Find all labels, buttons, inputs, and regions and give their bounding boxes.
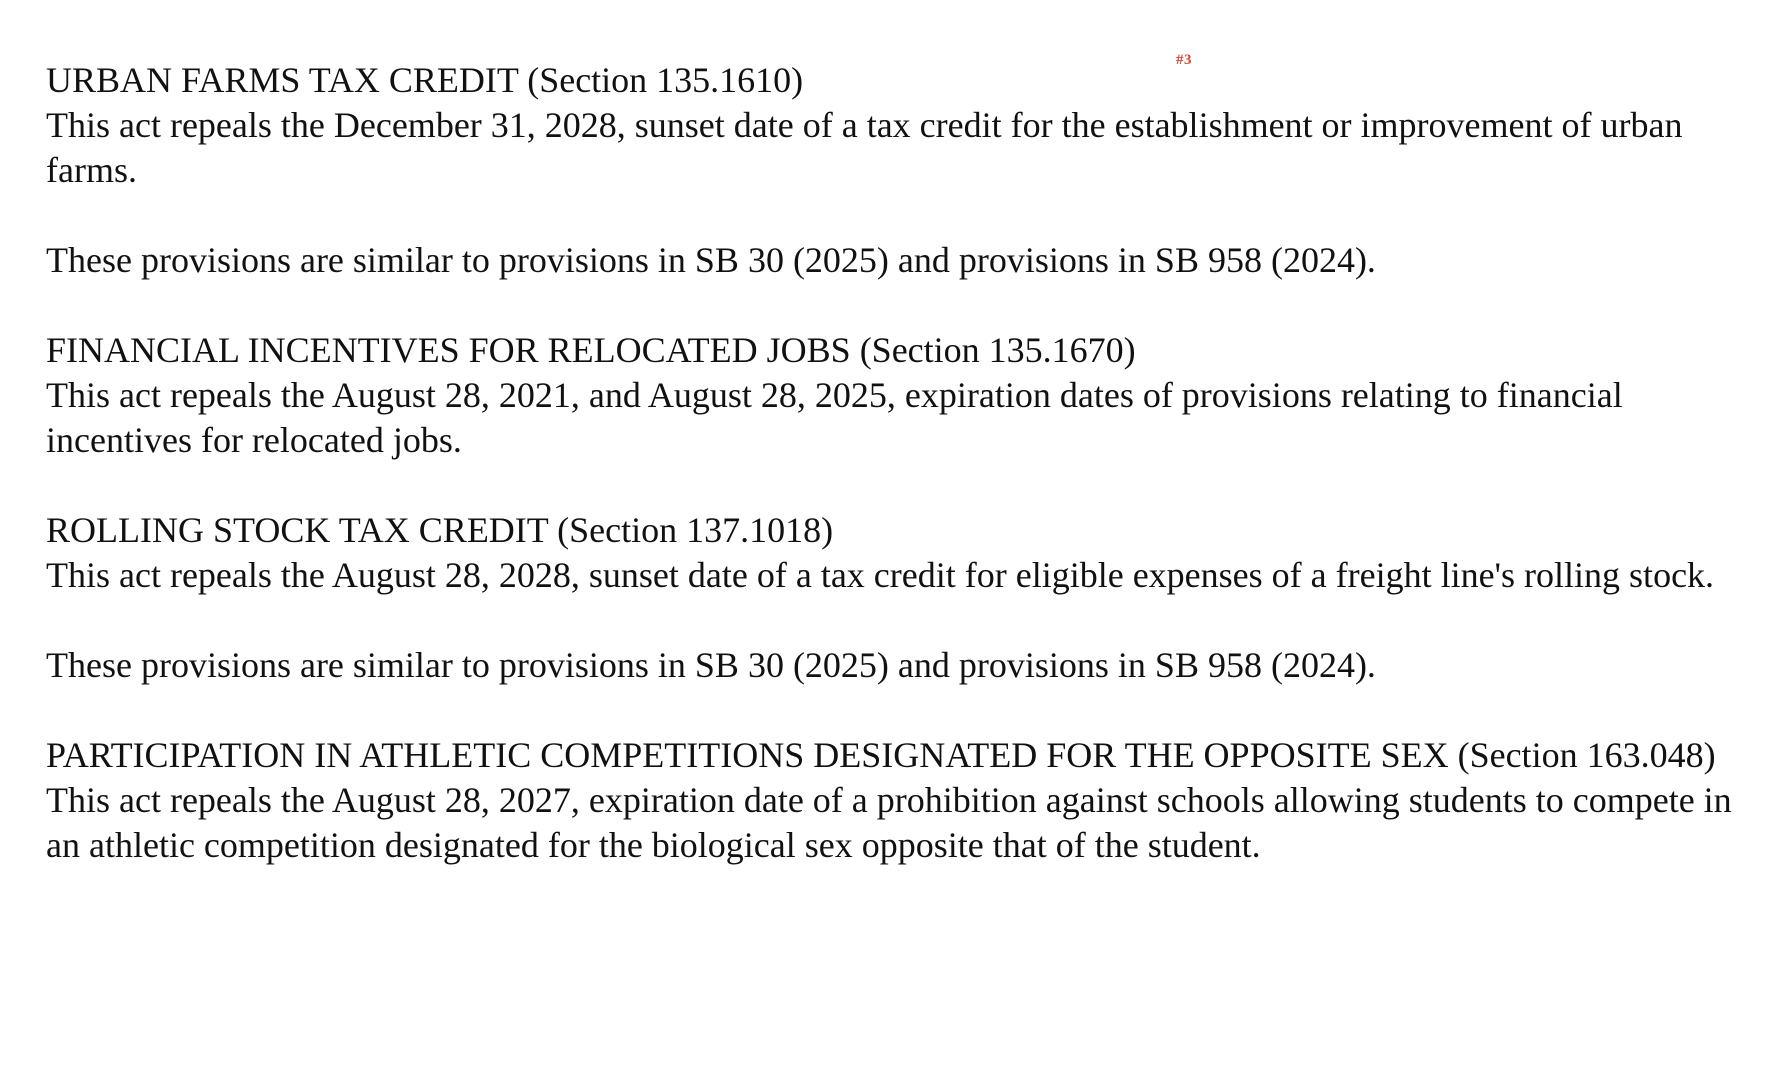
section-paragraph: These provisions are similar to provisions in SB 30 (2025) and provisions in SB 958 (2024).: [46, 645, 1376, 685]
section-urban-farms: [46, 58, 1746, 193]
section-similar-provisions: [46, 238, 1746, 283]
section-paragraph: This act repeals the August 28, 2021, and August 28, 2025, expiration dates of provisions relating to financial incentives for relocated jobs.: [46, 375, 1623, 460]
section-heading: ROLLING STOCK TAX CREDIT (Section 137.1018): [46, 510, 834, 550]
section-similar-provisions: [46, 643, 1746, 688]
section-paragraph: These provisions are similar to provisions in SB 30 (2025) and provisions in SB 958 (2024).: [46, 240, 1376, 280]
section-paragraph: This act repeals the August 28, 2027, expiration date of a prohibition against schools allowing students to compete in an athletic competition designated for the biological sex opposite that of the student.: [46, 780, 1732, 865]
section-rolling-stock: [46, 508, 1746, 598]
section-paragraph: This act repeals the August 28, 2028, sunset date of a tax credit for eligible expenses of a freight line's rolling stock.: [46, 555, 1715, 595]
section-heading: FINANCIAL INCENTIVES FOR RELOCATED JOBS (Section 135.1670): [46, 330, 1136, 370]
section-relocated-jobs: [46, 328, 1746, 463]
page-marker: #3: [1176, 52, 1192, 68]
document-body: [46, 58, 1746, 913]
section-paragraph: This act repeals the December 31, 2028, sunset date of a tax credit for the establishment or improvement of urban farms.: [46, 105, 1683, 190]
section-heading: URBAN FARMS TAX CREDIT (Section 135.1610): [46, 60, 804, 100]
section-heading: PARTICIPATION IN ATHLETIC COMPETITIONS DESIGNATED FOR THE OPPOSITE SEX (Section 163.048): [46, 735, 1716, 775]
section-athletic-competitions: [46, 733, 1746, 868]
